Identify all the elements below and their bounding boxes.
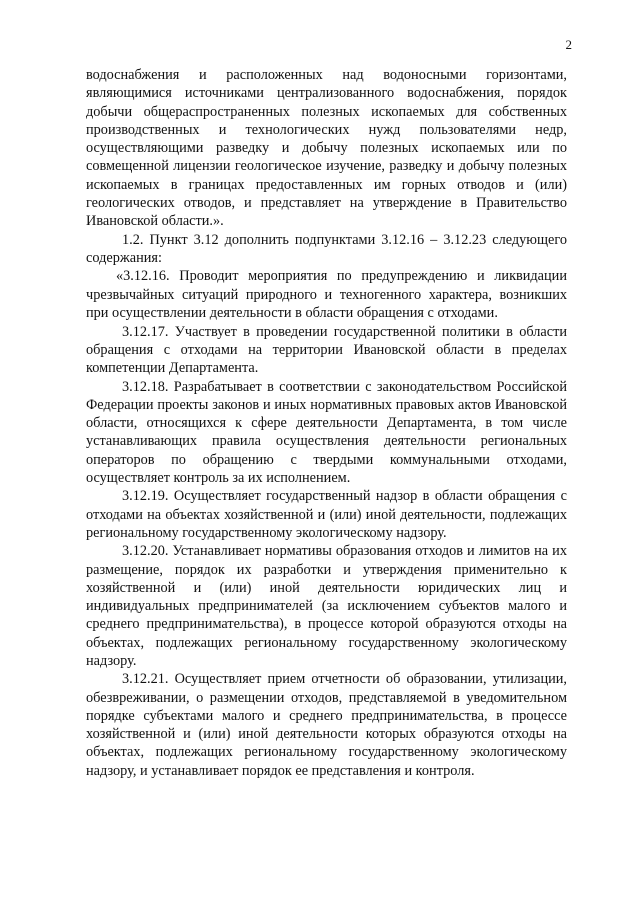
- paragraph-item-3-12-17: 3.12.17. Участвует в проведении государственной политики в области обращения с отходами на территории Ивановской области в пределах компетенции Департамента.: [86, 323, 567, 377]
- paragraph-item-1-2: 1.2. Пункт 3.12 дополнить подпунктами 3.12.16 – 3.12.23 следующего содержания:: [86, 231, 567, 266]
- paragraph-item-3-12-16: «3.12.16. Проводит мероприятия по предупреждению и ликвидации чрезвычайных ситуаций природного и техногенного характера, возникших при осуществлении деятельности в области обращения с отходами.: [86, 268, 567, 321]
- page-number: 2: [565, 37, 572, 52]
- paragraph-item-3-12-20: 3.12.20. Устанавливает нормативы образования отходов и лимитов на их размещение, порядок их разработки и утверждения применительно к хозяйственной и (или) иной деятельности юридических лиц и индивидуальных предпринимателей (за исключением субъектов малого и среднего предпринимательства), в процессе которой образуются отходы на объектах, подлежащих региональному государственному экологическому надзору.: [86, 543, 567, 669]
- paragraph-item-3-12-18: 3.12.18. Разрабатывает в соответствии с законодательством Российской Федерации проекты законов и иных нормативных правовых актов Ивановской области, относящихся к сфере деятельности Департамента, в том числе устанавливающих правила осуществления деятельности региональных операторов по обращению с твердыми коммунальными отходами, осуществляет контроль за их исполнением.: [86, 378, 567, 487]
- paragraph-item-3-12-19: 3.12.19. Осуществляет государственный надзор в области обращения с отходами на объектах хозяйственной и (или) иной деятельности, подлежащих региональному государственному экологическому надзору.: [86, 488, 567, 541]
- paragraph-item-3-12-21: 3.12.21. Осуществляет прием отчетности об образовании, утилизации, обезвреживании, о размещении отходов, представляемой в уведомительном порядке субъектами малого и среднего предпринимательства, в процессе хозяйственной и (или) иной деятельности которых образуются отходы на объектах, подлежащих региональному государственному экологическому надзору, и устанавливает порядок ее представления и контроля.: [86, 671, 567, 779]
- paragraph-continuation: водоснабжения и расположенных над водоносными горизонтами, являющимися источниками централизованного водоснабжения, порядок добычи общераспространенных полезных ископаемых для собственных производственных и технологических нужд пользователями недр, осуществляющими разведку и добычу полезных ископаемых или по совмещенной лицензии геологическое изучение, разведку и добычу полезных ископаемых в границах предоставленных им горных отводов и (или) геологических отводов, и представляет на утверждение в Правительство Ивановской области.».: [86, 67, 567, 230]
- document-body: [86, 66, 567, 780]
